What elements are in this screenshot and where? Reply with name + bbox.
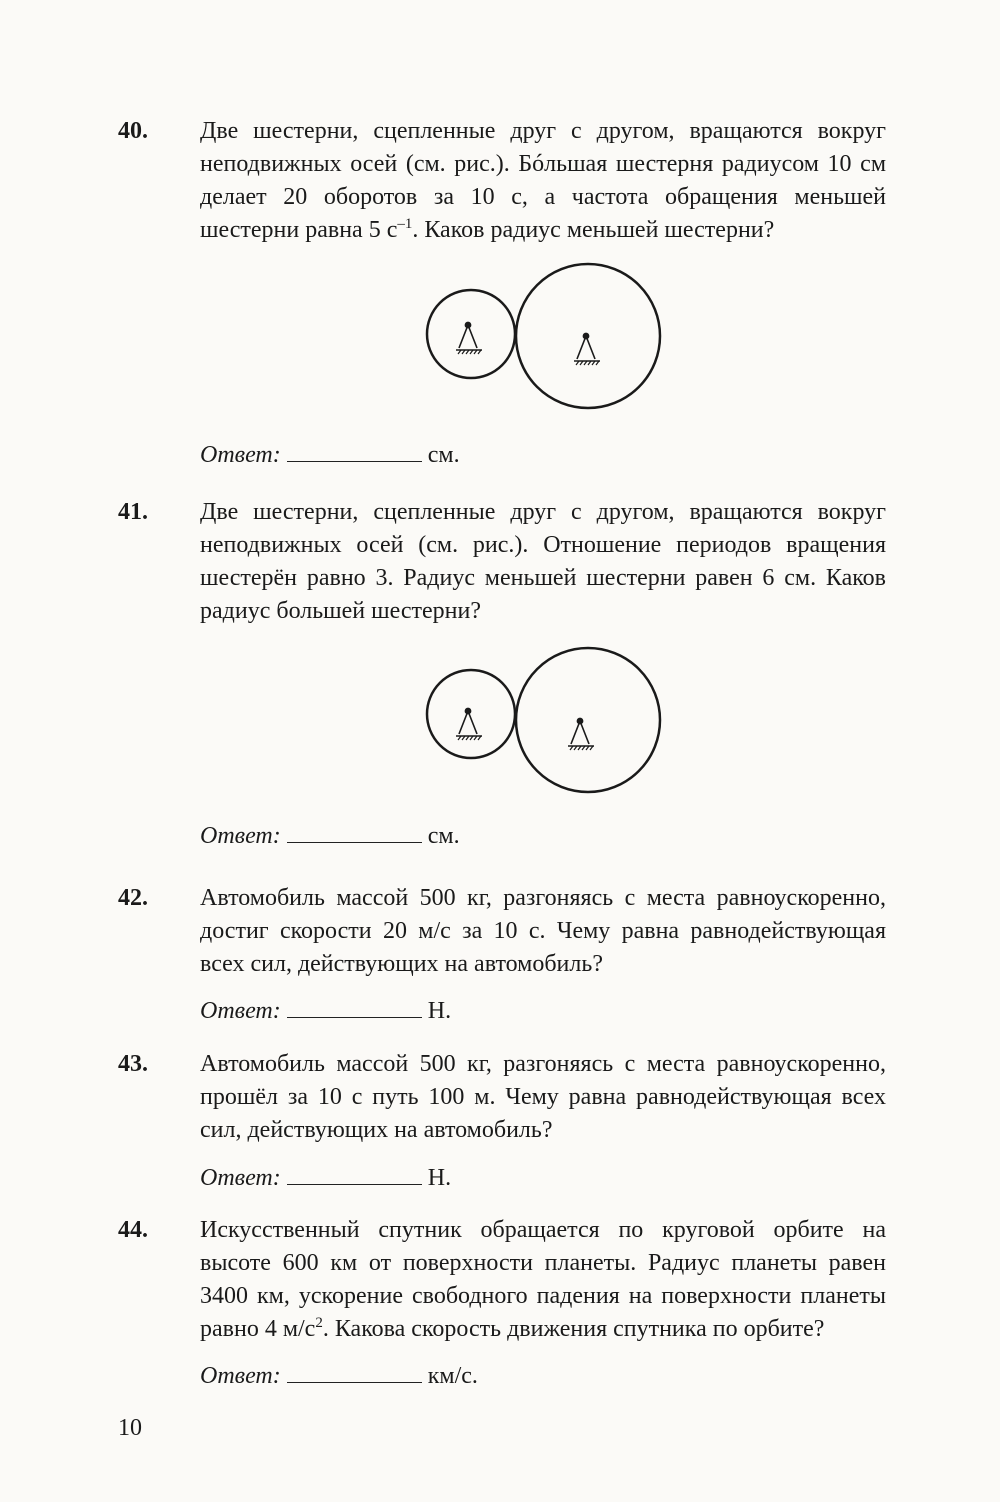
problem-number: 40. (118, 118, 148, 144)
problem-text: Автомобиль массой 500 кг, разгоняясь с места равноускоренно, достиг скорости 20 м/с за 10 с. Чему равна равнодействующая всех сил, действующих на автомобиль? (200, 885, 886, 977)
problem-text: Две шестерни, сцепленные друг с другом, вращаются вокруг неподвижных осей (см. рис.). Отношение периодов вращения шестерён равно 3. Радиус меньшей шестерни равен 6 см. Каков радиус большей шестерни? (200, 499, 886, 624)
problem-text: Автомобиль массой 500 кг, разгоняясь с места равноускоренно, прошёл за 10 с путь 100 м. Чему равна равнодействующая всех сил, действующих на автомобиль? (200, 1051, 886, 1143)
page-number: 10 (118, 1415, 142, 1441)
problem-number: 44. (118, 1217, 148, 1243)
small-gear-axle (456, 322, 482, 354)
problem-number: 43. (118, 1051, 148, 1077)
small-gear (427, 670, 515, 758)
answer-blank[interactable] (287, 441, 422, 462)
large-gear-axle (574, 333, 600, 365)
gears-figure-41 (420, 642, 670, 802)
large-gear-axle (568, 718, 594, 750)
gears-figure-40 (420, 258, 670, 418)
answer-line-42: Ответ: Н. (200, 998, 452, 1024)
problem-number: 41. (118, 499, 148, 525)
answer-blank[interactable] (287, 1164, 422, 1185)
answer-line-41: Ответ: см. (200, 823, 460, 849)
problem-number: 42. (118, 885, 148, 911)
small-gear-axle (456, 708, 482, 740)
answer-line-44: Ответ: км/с. (200, 1363, 478, 1389)
large-gear (516, 648, 660, 792)
problem-text: Две шестерни, сцепленные друг с другом, вращаются вокруг неподвижных осей (см. рис.). Бóльшая шестерня радиусом 10 см делает 20 оборотов за 10 с, а частота обращения меньшей шестерни равна 5 $с^{-1}$. Каков радиус меньшей шестерни? (200, 118, 886, 243)
answer-line-43: Ответ: Н. (200, 1165, 452, 1191)
answer-blank[interactable] (287, 1362, 422, 1383)
answer-line-40: Ответ: см. (200, 442, 460, 468)
answer-blank[interactable] (287, 822, 422, 843)
answer-blank[interactable] (287, 997, 422, 1018)
problem-text: Искусственный спутник обращается по круговой орбите на высоте 600 км от поверхности планеты. Радиус планеты равен 3400 км, ускорение свободного падения на поверхности планеты равно 4 $м/с^2$. Какова скорость движения спутника по орбите? (200, 1217, 886, 1342)
